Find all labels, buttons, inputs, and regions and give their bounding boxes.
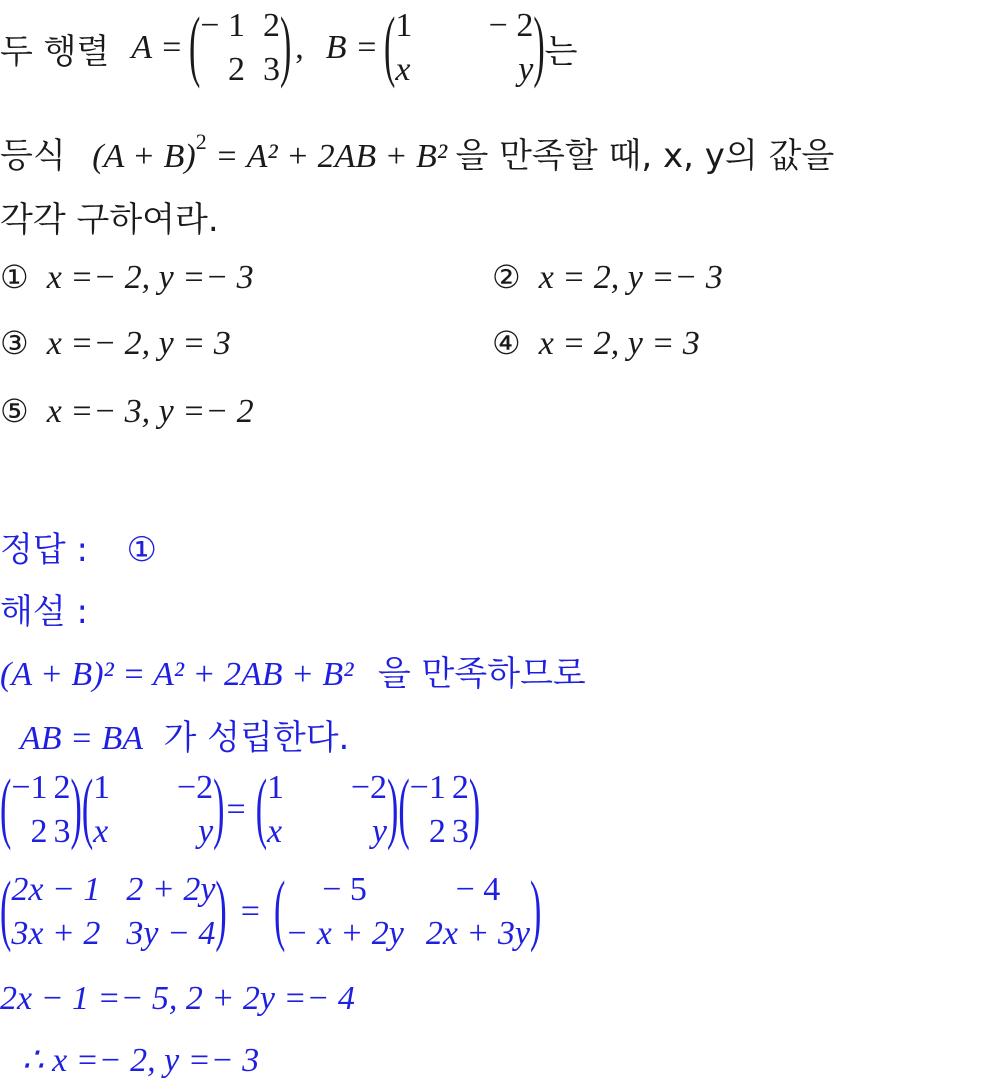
matrix-m5 <box>11 872 215 952</box>
matrix-cell: y <box>518 51 534 88</box>
equals-sign: = <box>240 893 260 930</box>
matrix-cell: x <box>93 813 109 850</box>
matrix-cell: 2x + 3y <box>425 915 530 952</box>
matrix-m6 <box>285 872 530 952</box>
matrix-cell: −1 <box>409 769 446 806</box>
matrix-cell: x <box>395 51 411 88</box>
choice-5[interactable] <box>0 392 254 431</box>
solution-step-3 <box>0 765 481 853</box>
equation-lhs: (A + B) <box>92 138 196 175</box>
choice-text: x =− 2, y =− 3 <box>46 259 254 296</box>
question-line-3: 각각 구하여라. <box>0 200 219 240</box>
matrix-cell: 3 <box>451 813 469 850</box>
equation-rhs: = A² + 2AB + B² <box>215 138 448 175</box>
left-paren: ( <box>384 3 396 91</box>
solution-step-5: 2x − 1 =− 5, 2 + 2y =− 4 <box>0 980 355 1017</box>
left-paren: ( <box>81 765 94 853</box>
matrix-cell: 3 <box>53 813 71 850</box>
choice-text: x = 2, y = 3 <box>538 325 700 362</box>
matrix-cell: 1 <box>267 769 285 806</box>
choice-4[interactable] <box>492 324 700 363</box>
matrix-cell: − 2 <box>488 7 534 44</box>
matrix-cell: − 5 <box>322 871 367 908</box>
right-paren: ) <box>468 765 481 853</box>
matrix-cell: 2 <box>451 769 469 806</box>
left-paren: ( <box>398 765 410 853</box>
choice-number: ⑤ <box>0 392 29 430</box>
left-paren: ( <box>188 3 201 91</box>
choice-number: ② <box>492 258 521 296</box>
matrix-m4 <box>410 770 469 850</box>
matrix-cell: − 4 <box>455 871 501 908</box>
matrix-cell: 1 <box>395 7 413 44</box>
matrix-cell: 3y − 4 <box>126 915 216 952</box>
matrix-cell: −2 <box>176 769 214 806</box>
solution-conclusion: ∴ x =− 2, y =− 3 <box>22 1042 260 1079</box>
left-paren: ( <box>0 765 12 853</box>
choice-number: ③ <box>0 324 29 362</box>
matrix-a-label: A = <box>131 29 183 66</box>
left-paren: ( <box>255 765 268 853</box>
matrix-cell: − 1 <box>200 7 245 44</box>
right-paren: ) <box>215 867 227 955</box>
question-line-2 <box>0 128 834 177</box>
right-paren: ) <box>279 3 292 91</box>
solution-step-4 <box>0 867 542 955</box>
step2-text: 가 성립한다. <box>163 718 350 758</box>
solution-label: 해설 : <box>0 592 88 632</box>
choice-text: x = 2, y =− 3 <box>538 259 723 296</box>
choice-number: ① <box>0 258 29 296</box>
matrix-m3 <box>267 770 387 850</box>
question-line2-prefix: 등식 <box>0 136 66 176</box>
matrix-a <box>200 8 280 88</box>
step1-text: 을 만족하므로 <box>377 654 586 694</box>
matrix-m2 <box>93 770 213 850</box>
right-paren: ) <box>533 3 545 91</box>
question-prefix: 두 행렬 <box>0 31 110 72</box>
question-line2-suffix: 을 만족할 때, x, y의 값을 <box>455 136 835 176</box>
matrix-cell: y <box>371 813 388 850</box>
matrix-cell: 2 <box>30 813 48 850</box>
exponent: 2 <box>195 129 207 154</box>
matrix-cell: 2 <box>227 51 245 88</box>
matrix-cell: 1 <box>93 769 111 806</box>
matrix-cell: x <box>267 813 283 850</box>
choice-text: x =− 3, y =− 2 <box>46 393 254 430</box>
choice-number: ④ <box>492 324 521 362</box>
question-line-1 <box>0 3 578 91</box>
matrix-cell: 3x + 2 <box>11 915 101 952</box>
choice-1[interactable] <box>0 258 254 297</box>
matrix-cell: −2 <box>350 769 388 806</box>
answer-value: ① <box>126 530 157 570</box>
matrix-cell: 2 + 2y <box>126 871 216 908</box>
solution-step-1 <box>0 646 586 695</box>
comma: , <box>295 29 304 66</box>
matrix-cell: 2 <box>428 813 446 850</box>
choice-2[interactable] <box>492 258 723 297</box>
matrix-cell: 3 <box>262 51 280 88</box>
right-paren: ) <box>529 867 542 955</box>
left-paren: ( <box>0 867 12 955</box>
right-paren: ) <box>213 765 225 853</box>
matrix-cell: − x + 2y <box>285 915 404 952</box>
solution-step-2 <box>20 710 349 759</box>
equals-sign: = <box>226 791 246 828</box>
matrix-m1 <box>11 770 70 850</box>
question-suffix: 는 <box>544 31 578 72</box>
step1-math: (A + B)² = A² + 2AB + B² <box>0 656 354 693</box>
answer-line <box>0 522 157 571</box>
right-paren: ) <box>387 765 399 853</box>
choice-text: x =− 2, y = 3 <box>46 325 231 362</box>
matrix-cell: 2x − 1 <box>11 871 101 908</box>
matrix-cell: 2 <box>262 7 280 44</box>
right-paren: ) <box>70 765 82 853</box>
matrix-cell: y <box>198 813 214 850</box>
step2-math: AB = BA <box>20 720 144 757</box>
matrix-cell: 2 <box>53 769 71 806</box>
left-paren: ( <box>273 867 286 955</box>
matrix-b <box>395 8 533 88</box>
answer-label: 정답 : <box>0 530 88 570</box>
matrix-cell: −1 <box>11 769 48 806</box>
choice-3[interactable] <box>0 324 231 363</box>
matrix-b-label: B = <box>325 29 379 66</box>
